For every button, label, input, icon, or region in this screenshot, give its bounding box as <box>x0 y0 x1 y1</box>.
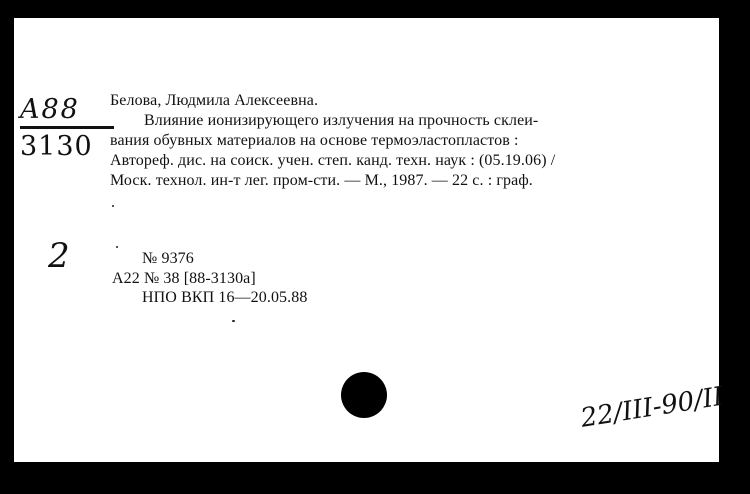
description-line-2: вания обувных материалов на основе термоэластопластов : <box>110 132 519 149</box>
shelfmark-bottom: 3130 <box>20 131 93 162</box>
author-heading: Белова, Людмила Алексеевна. <box>110 92 319 109</box>
catalog-card <box>14 18 726 462</box>
registry-line: А22 № 38 [88-3130а] <box>112 270 256 287</box>
card-punch-hole <box>341 372 387 418</box>
pencil-mark: 2 <box>48 236 70 276</box>
source-line: НПО ВКП 16—20.05.88 <box>142 289 308 306</box>
scan-speck <box>112 205 114 207</box>
shelfmark-top: A88 <box>20 94 80 125</box>
description-line-4: Моск. технол. ин-т лег. пром-сти. — М., 1987. — 22 с. : граф. <box>110 172 533 189</box>
handwritten-date: 22/ІІІ-90/ІІ <box>578 381 726 434</box>
description-line-3: Автореф. дис. на соиск. учен. степ. канд. техн. наук : (05.19.06) / <box>110 152 556 169</box>
record-number: № 9376 <box>142 250 194 267</box>
shelfmark-divider <box>20 126 114 129</box>
scan-speck <box>116 246 118 248</box>
description-line-1: Влияние ионизирующего излучения на прочность склеи- <box>144 112 539 129</box>
scan-speck <box>232 320 235 322</box>
